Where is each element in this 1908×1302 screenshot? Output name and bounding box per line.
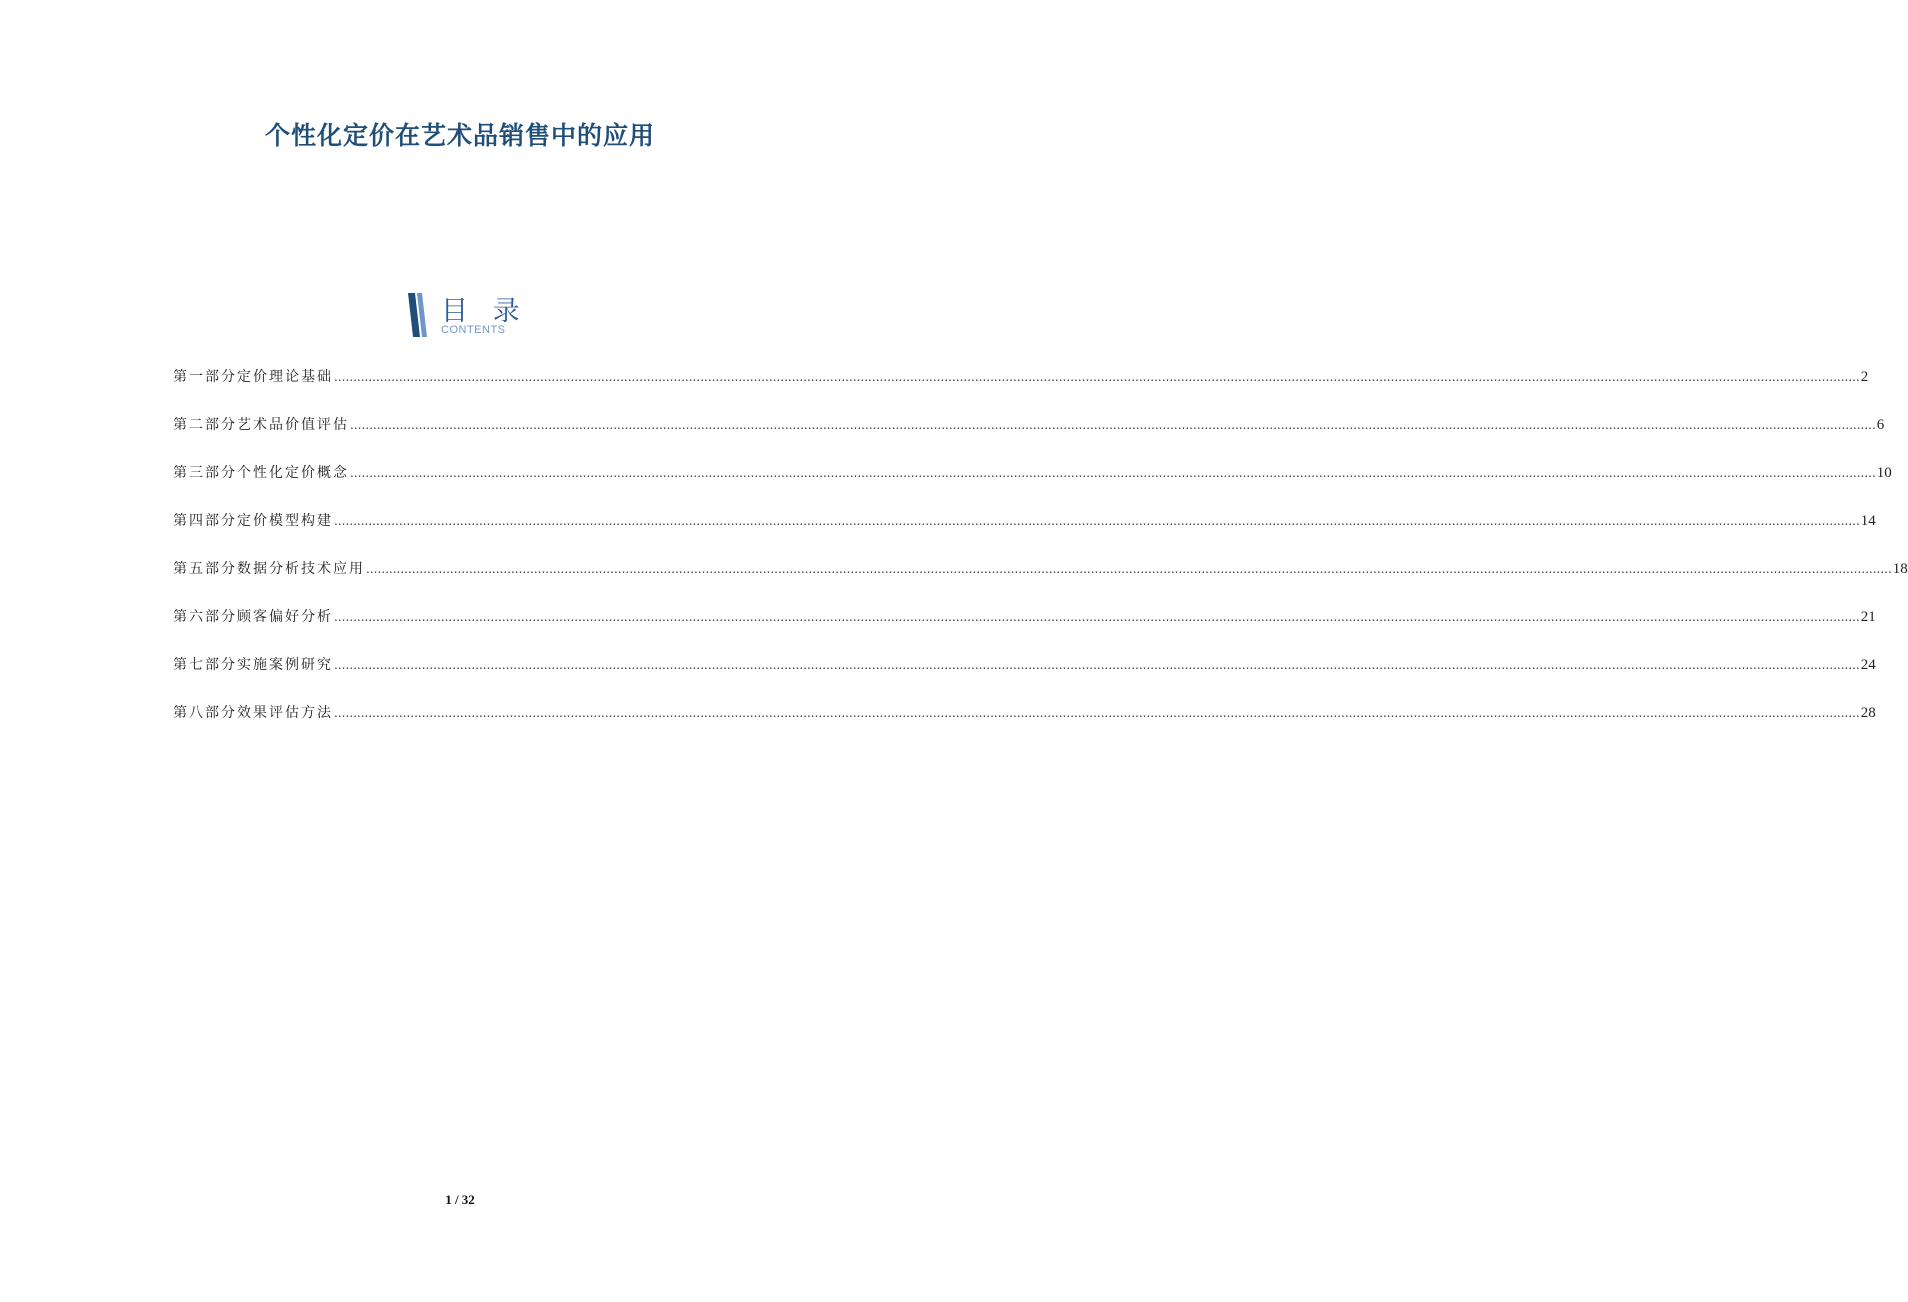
toc-entry-title: 效果评估方法 [237,705,333,721]
toc-list [173,366,1908,750]
toc-entry[interactable] [173,414,1885,462]
toc-entry-page: 14 [1860,513,1876,529]
document-title: 个性化定价在艺术品销售中的应用 [264,121,655,150]
toc-entry-page: 18 [1892,561,1908,577]
toc-entry[interactable] [173,366,1869,414]
toc-entry-part: 第二部分 [173,417,237,433]
contents-logo-icon [408,293,432,337]
toc-dot-leader: ................................................................................................................................................................................................................................................................................................................................................................................................................ [366,562,1892,576]
toc-entry-page: 10 [1876,465,1892,481]
toc-entry[interactable] [173,462,1892,510]
toc-dot-leader: ................................................................................................................................................................................................................................................................................................................................................................................................................ [350,466,1876,480]
toc-entry[interactable] [173,702,1876,750]
toc-entry[interactable] [173,558,1908,606]
toc-entry-page: 28 [1860,705,1876,721]
toc-entry-part: 第六部分 [173,609,237,625]
toc-entry-title: 个性化定价概念 [237,465,349,481]
toc-entry[interactable] [173,606,1876,654]
toc-entry-title: 定价模型构建 [237,513,333,529]
toc-header [408,293,528,339]
toc-entry-title: 顾客偏好分析 [237,609,333,625]
toc-dot-leader: ................................................................................................................................................................................................................................................................................................................................................................................................................ [350,418,1876,432]
toc-entry[interactable] [173,654,1876,702]
toc-entry-page: 2 [1860,369,1869,385]
toc-entry[interactable] [173,510,1876,558]
toc-entry-title: 艺术品价值评估 [237,417,349,433]
toc-dot-leader: ................................................................................................................................................................................................................................................................................................................................................................................................................ [334,610,1860,624]
toc-entry-title: 定价理论基础 [237,369,333,385]
toc-entry-part: 第三部分 [173,465,237,481]
toc-entry-title: 数据分析技术应用 [237,561,365,577]
toc-heading: 目 录 [441,296,528,327]
toc-dot-leader: ................................................................................................................................................................................................................................................................................................................................................................................................................ [334,706,1860,720]
page-indicator: 1 / 32 [445,1192,475,1207]
toc-entry-part: 第一部分 [173,369,237,385]
toc-entry-part: 第八部分 [173,705,237,721]
toc-dot-leader: ................................................................................................................................................................................................................................................................................................................................................................................................................ [334,658,1860,672]
toc-entry-part: 第七部分 [173,657,237,673]
toc-subheading: CONTENTS [441,324,506,336]
toc-dot-leader: ................................................................................................................................................................................................................................................................................................................................................................................................................ [334,514,1860,528]
toc-entry-part: 第四部分 [173,513,237,529]
toc-entry-page: 24 [1860,657,1876,673]
toc-entry-page: 21 [1860,609,1876,625]
toc-entry-page: 6 [1876,417,1885,433]
toc-dot-leader: ................................................................................................................................................................................................................................................................................................................................................................................................................ [334,370,1860,384]
toc-entry-title: 实施案例研究 [237,657,333,673]
toc-entry-part: 第五部分 [173,561,237,577]
